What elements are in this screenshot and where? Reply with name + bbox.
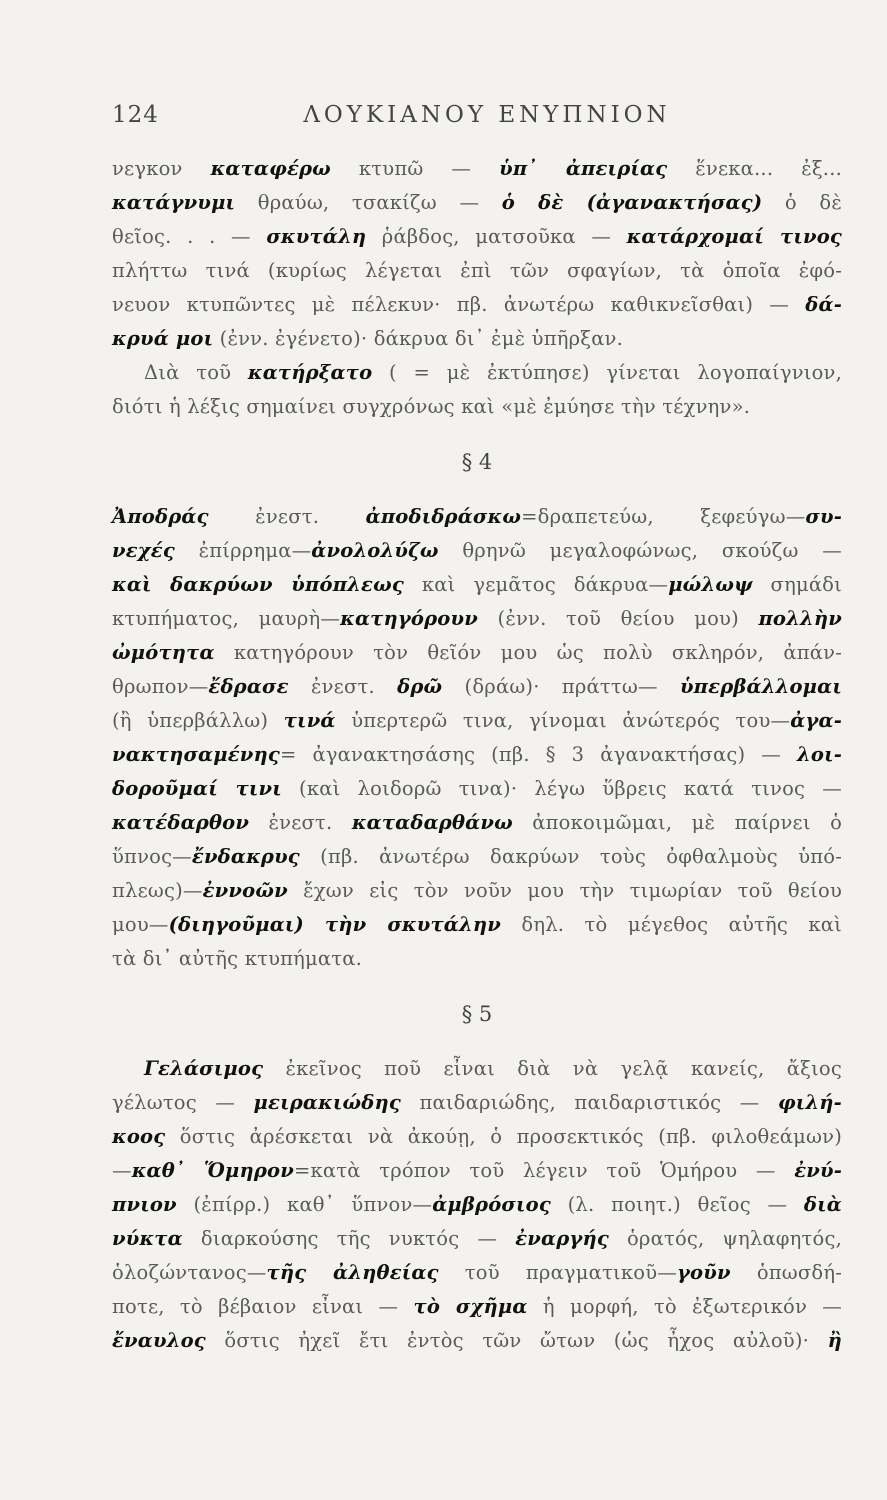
lemma-term: δά- [805,293,842,316]
gloss-text: ἐκεῖνος ποῦ εἶναι διὰ νὰ γελᾷ κανείς, ἄξιος [263,1057,842,1080]
gloss-text: ἀποκοιμῶμαι, μὲ παίρνει ὁ [512,811,843,834]
text-line [112,220,842,254]
lemma-term: κατάγνυμι [112,191,236,214]
text-line [112,152,842,186]
lemma-term: ἀνολολύζω [311,539,439,562]
text-line [112,356,842,390]
lemma-term: μώλωψ [668,573,753,596]
lemma-term: ἀγα- [790,709,842,732]
text-line [112,568,842,602]
gloss-text: — [112,1159,132,1182]
lemma-term: κρυά μοι [112,327,214,350]
text-line [112,1290,842,1324]
gloss-text: καὶ γεμᾶτος δάκρυα— [403,573,669,596]
gloss-text: (ἐνν. τοῦ θείου μου) [477,607,759,630]
gloss-text: =δραπετεύω, ξεφεύγω— [521,505,806,528]
gloss-text: πλεως)— [112,879,203,902]
text-line [112,874,842,908]
gloss-text: κατηγόρουν τὸν θεῖόν μου ὡς πολὺ σκληρόν, ἀπάν- [214,641,842,664]
lemma-term: ὑπερβάλλομαι [679,675,842,698]
gloss-text: (ἐπίρρ.) καθ᾿ ὕπνον— [176,1193,433,1216]
text-line [112,908,842,942]
text-line [112,1154,842,1188]
commentary-block-section-5 [112,1052,842,1358]
text-line [112,186,842,220]
lemma-term: κατήρξατο [247,361,373,384]
gloss-text: ὁρατός, ψηλαφητός, [608,1227,842,1250]
lemma-term: ὠμότητα [112,641,215,664]
lemma-term: ἐννοῶν [202,879,288,902]
gloss-text: πλήττω τινά (κυρίως λέγεται ἐπὶ τῶν σφαγίων, τὰ ὁποῖα ἐφό- [112,259,842,282]
text-line [112,1222,842,1256]
text-line [112,1120,842,1154]
gloss-text: ἐνεστ. [208,505,366,528]
text-line [112,602,842,636]
lemma-term: Γελάσιμος [144,1057,264,1080]
lemma-term: νύκτα [112,1227,183,1250]
lemma-term: ἔδρασε [208,675,289,698]
text-line [112,942,842,976]
gloss-text: ῥάβδος, ματσοῦκα — [366,225,627,248]
lemma-term: κοος [112,1125,166,1148]
gloss-text: (λ. ποιητ.) θεῖος — [550,1193,804,1216]
lemma-term: τὸ σχῆμα [413,1295,528,1318]
gloss-text: ἔχων εἰς τὸν νοῦν μου τὴν τιμωρίαν τοῦ θείου [287,879,842,902]
lemma-term: ἢ [827,1329,842,1352]
lemma-term: Ἀποδράς [112,505,209,528]
lemma-term: ἔναυλος [112,1329,206,1352]
gloss-text: τοῦ πραγματικοῦ— [438,1261,677,1284]
gloss-text: ποτε, τὸ βέβαιον εἶναι — [112,1295,414,1318]
gloss-text: κτυπήματος, μαυρὴ— [112,607,341,630]
lemma-term: ἐνύ- [794,1159,842,1182]
text-line [112,670,842,704]
text-line [112,704,842,738]
gloss-text: ἕνεκα... ἐξ... [667,157,842,180]
gloss-text: θρωπον— [112,675,209,698]
text-line [112,806,842,840]
commentary-block-section-4 [112,500,842,976]
text-line [112,254,842,288]
gloss-text: (καὶ λοιδορῶ τινα)· λέγω ὕβρεις κατά τινος — [281,777,842,800]
text-line [112,738,842,772]
gloss-text: τὰ δι᾿ αὐτῆς κτυπήματα. [112,947,363,970]
book-page [112,102,842,1358]
lemma-term: νακτησαμένης [112,743,280,766]
gloss-text: ὅστις ἀρέσκεται νὰ ἀκούῃ, ὁ προσεκτικός (πβ. φιλοθεάμων) [165,1125,842,1148]
section-heading-5: § 5 [461,1002,493,1026]
lemma-term: φιλή- [777,1091,842,1114]
text-line [112,772,842,806]
gloss-text: (ἢ ὑπερβάλλω) [112,709,284,732]
lemma-term: τῆς ἀληθείας [266,1261,439,1284]
gloss-text: = ἀγανακτησάσης (πβ. § 3 ἀγανακτήσας) — [279,743,797,766]
gloss-text: δηλ. τὸ μέγεθος αὐτῆς καὶ [501,913,842,936]
gloss-text: γέλωτος — [112,1091,254,1114]
text-line [112,1188,842,1222]
gloss-text: διότι ἡ λέξις σημαίνει συγχρόνως καὶ «μὲ ἐμύησε τὴν τέχνην». [112,395,751,418]
running-title: ΛΟΥΚΙΑΝΟΥ ΕΝΥΠΝΙΟΝ [303,102,671,128]
lemma-term: κατάρχομαί τινος [626,225,842,248]
gloss-text: παιδαριώδης, παιδαριστικός — [400,1091,778,1114]
lemma-term: πολλὴν [758,607,842,630]
gloss-text: Διὰ τοῦ [144,361,248,384]
lemma-term: κατέδαρθον [112,811,250,834]
lemma-term: ἀμβρόσιος [432,1193,551,1216]
gloss-text: ἐνεστ. [288,675,398,698]
lemma-term: διὰ [803,1193,842,1216]
gloss-text: ὁλοζώντανος— [112,1261,267,1284]
page-number: 124 [112,102,159,128]
lemma-term: γοῦν [676,1261,731,1284]
gloss-text: κτυπῶ — [330,157,500,180]
lemma-term: πνιον [112,1193,177,1216]
gloss-text: ὁ δὲ [762,191,842,214]
gloss-text: μου— [112,913,169,936]
gloss-text: ( = μὲ ἐκτύπησε) γίνεται λογοπαίγνιον, [372,361,842,384]
lemma-term: καθ᾿ Ὅμηρον [131,1159,294,1182]
lemma-term: ἔνδακρυς [191,845,300,868]
lemma-term: (διηγοῦμαι) τὴν σκυτάλην [168,913,501,936]
lemma-term: κατηγόρουν [340,607,478,630]
gloss-text: (δράω)· πράττω— [442,675,680,698]
gloss-text: ἐπίρρημα— [174,539,312,562]
section-heading-4: § 4 [461,450,493,474]
text-line [112,322,842,356]
gloss-text: διαρκούσης τῆς νυκτός — [182,1227,516,1250]
gloss-text: =κατὰ τρόπον τοῦ λέγειν τοῦ Ὁμήρου — [294,1159,795,1182]
lemma-term: δοροῦμαί τινι [112,777,282,800]
text-line [112,390,842,424]
gloss-text: ὁπωσδή- [730,1261,842,1284]
lemma-term: λοι- [796,743,842,766]
gloss-text: θεῖος. . . — [112,225,267,248]
gloss-text: ὕπνος— [112,845,192,868]
commentary-block-section-3 [112,152,842,424]
gloss-text: (πβ. ἀνωτέρω δακρύων τοὺς ὀφθαλμοὺς ὑπό- [299,845,842,868]
gloss-text: νεγκον [112,157,211,180]
text-line [112,534,842,568]
lemma-term: ἀποδιδράσκω [365,505,522,528]
gloss-text: θρηνῶ μεγαλοφώνως, σκούζω — [438,539,842,562]
lemma-term: μειρακιώδης [253,1091,401,1114]
gloss-text: ὅστις ἠχεῖ ἔτι ἐντὸς τῶν ὤτων (ὡς ἦχος αὐλοῦ)· [205,1329,828,1352]
text-line [112,500,842,534]
lemma-term: σκυτάλη [266,225,367,248]
gloss-text: (ἐνν. ἐγένετο)· δάκρυα δι᾿ ἐμὲ ὑπῆρξαν. [213,327,624,350]
text-line [112,288,842,322]
gloss-text: ἐνεστ. [249,811,352,834]
page-header [112,102,842,152]
lemma-term: καταδαρθάνω [351,811,513,834]
text-line [112,840,842,874]
lemma-term: νεχές [112,539,175,562]
lemma-term: τινά [283,709,336,732]
lemma-term: ὑπ᾿ ἀπειρίας [499,157,668,180]
lemma-term: καταφέρω [210,157,331,180]
text-line [112,636,842,670]
text-line [112,1052,842,1086]
lemma-term: συ- [805,505,842,528]
text-line [112,1256,842,1290]
text-line [112,1324,842,1358]
gloss-text: θραύω, τσακίζω — [235,191,502,214]
lemma-term: ἐναργής [515,1227,609,1250]
text-line [112,1086,842,1120]
gloss-text: ὑπερτερῶ τινα, γίνομαι ἀνώτερός του— [335,709,791,732]
lemma-term: δρῶ [397,675,443,698]
gloss-text: νευον κτυπῶντες μὲ πέλεκυν· πβ. ἀνωτέρω καθικνεῖσθαι) — [112,293,806,316]
gloss-text: σημάδι [752,573,842,596]
lemma-term: ὁ δὲ (ἀγανακτήσας) [501,191,763,214]
lemma-term: καὶ δακρύων ὑπόπλεως [112,573,404,596]
gloss-text: ἡ μορφή, τὸ ἐξωτερικόν — [527,1295,842,1318]
